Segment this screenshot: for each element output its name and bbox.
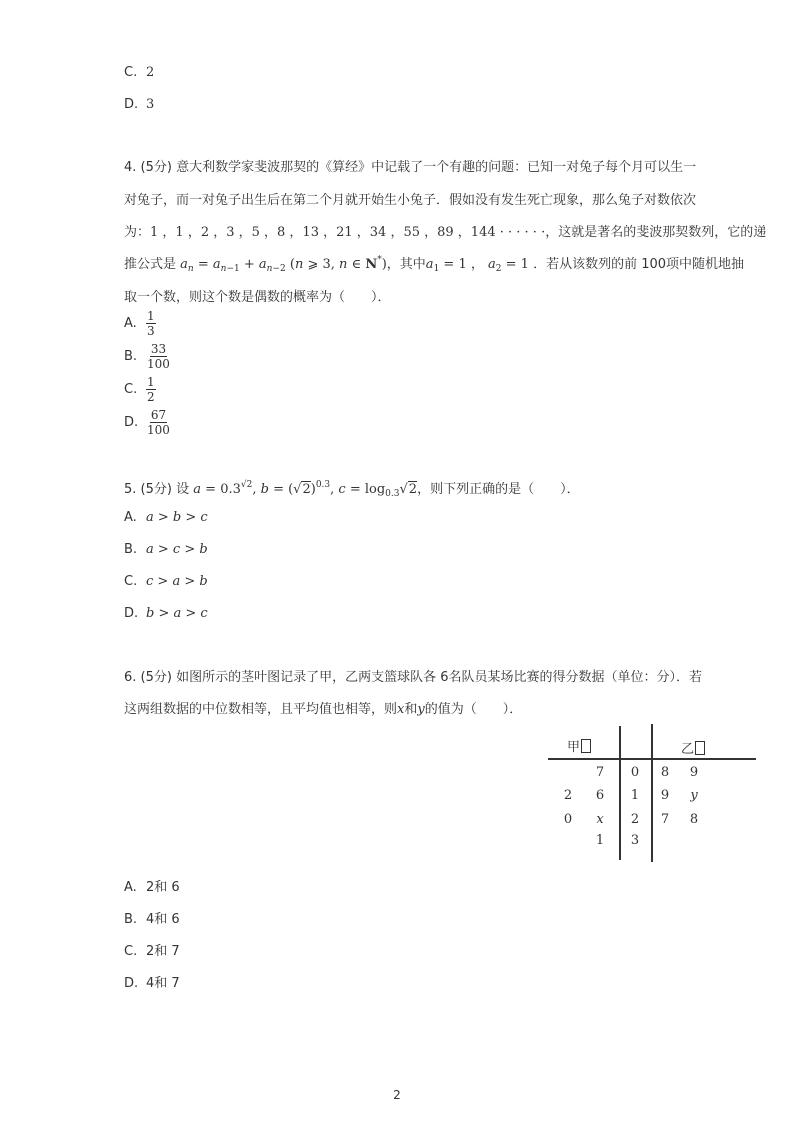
option-label: C.	[124, 382, 138, 397]
q4-text-3-prefix: 为：	[124, 225, 151, 240]
option-expr: a > b > c	[146, 510, 208, 525]
q4-points: (5分)	[140, 160, 172, 175]
var-y: y	[417, 702, 425, 717]
option-label: D.	[124, 97, 139, 112]
right-header-text: 乙	[681, 742, 695, 757]
fraction	[146, 309, 156, 338]
fraction	[146, 342, 171, 371]
q4-text-4-suffix: ．若从该数列的前 100项中随机地抽	[533, 257, 745, 272]
q6-points: (5分)	[140, 670, 172, 685]
option-expr: b > a > c	[146, 606, 208, 621]
q4-line-1	[124, 156, 696, 175]
left-header	[567, 736, 591, 755]
fraction	[146, 375, 156, 404]
q6-line-2	[124, 698, 522, 717]
q4-option-b[interactable]	[124, 342, 171, 371]
right-header	[681, 738, 705, 757]
q4-text-5: 取一个数，则这个数是偶数的概率为（ ）．	[124, 290, 391, 305]
right-leaf: 8	[660, 765, 670, 780]
var-x: x	[397, 702, 405, 717]
q5-points: (5分)	[140, 482, 172, 497]
q5-definitions: $a = 0.3^{√2}$, $b = (√2)^{0.3}$, $c = \log_{0.3}√2$	[193, 480, 418, 499]
denominator: 3	[147, 324, 155, 338]
q6-text-2-and: 和	[404, 702, 418, 717]
page-number: 2	[393, 1088, 401, 1102]
q6-number: 6.	[124, 670, 137, 685]
initial-conditions: $a_1 = 1$ ， $a_2 = 1$	[425, 257, 534, 274]
stem: 2	[630, 812, 640, 827]
option-label: B.	[124, 349, 138, 364]
left-leaf: 6	[595, 788, 605, 803]
q6-text-1: 如图所示的茎叶图记录了甲，乙两支篮球队各 6名队员某场比赛的得分数据（单位：分）．若	[176, 670, 703, 685]
option-label: A.	[124, 880, 137, 895]
left-leaf: 2	[563, 788, 573, 803]
denominator: 100	[147, 357, 170, 371]
option-expr: c > a > b	[146, 574, 208, 589]
option-value: 4和 6	[146, 912, 180, 927]
q6-text-2-prefix: 这两组数据的中位数相等，且平均值也相等，则	[124, 702, 398, 717]
left-leaf: 0	[563, 812, 573, 827]
right-leaf: 8	[689, 812, 699, 827]
option-label: B.	[124, 912, 138, 927]
q4-text-2: 对兔子，而一对兔子出生后在第二个月就开始生小兔子．假如没有发生死亡现象，那么兔子对数依次	[124, 193, 697, 208]
left-leaf: 7	[595, 765, 605, 780]
q5-option-a[interactable]	[124, 510, 208, 525]
right-leaf-variable: y	[690, 788, 698, 803]
fibonacci-sequence: 1 ，1 ，2 ，3 ，5 ，8 ，13 ，21 ，34 ，55 ，89 ，144 · · · · · ·	[150, 225, 546, 240]
right-leaf: 9	[660, 788, 670, 803]
table-header-rule	[548, 758, 756, 760]
q6-option-c[interactable]	[124, 940, 180, 959]
option-expr: a > c > b	[146, 542, 208, 557]
q4-line-3	[124, 221, 766, 240]
q4-number: 4.	[124, 160, 137, 175]
stem: 0	[630, 765, 640, 780]
right-leaf: 7	[660, 812, 670, 827]
q6-option-a[interactable]	[124, 876, 180, 895]
option-value: 3	[146, 97, 155, 112]
stem: 3	[630, 833, 640, 848]
q6-text-2-suffix: 的值为（ ）．	[424, 702, 523, 717]
denominator: 2	[147, 390, 155, 404]
table-divider-left	[619, 726, 621, 860]
option-label: C.	[124, 944, 138, 959]
q5-option-d[interactable]	[124, 606, 208, 621]
option-value: 4和 7	[146, 976, 180, 991]
q5-option-b[interactable]	[124, 542, 208, 557]
q4-text-4-prefix: 推公式是	[124, 257, 177, 272]
option-label: D.	[124, 606, 139, 621]
left-leaf: 1	[595, 833, 605, 848]
missing-glyph-icon	[581, 739, 591, 753]
q4-option-a[interactable]	[124, 309, 156, 338]
q5-suffix: ，则下列正确的是（ ）．	[417, 482, 580, 497]
q4-line-5	[124, 286, 391, 305]
option-value: 2和 6	[146, 880, 180, 895]
fraction	[146, 408, 171, 437]
q4-line-4	[124, 253, 744, 274]
q5-prefix: 设	[176, 482, 190, 497]
numerator: 67	[150, 408, 167, 422]
q6-option-d[interactable]	[124, 972, 180, 991]
q5-option-c[interactable]	[124, 574, 208, 589]
missing-glyph-icon	[695, 741, 705, 755]
numerator: 33	[150, 342, 167, 356]
stem-leaf-table	[548, 724, 756, 862]
q4-text-1: 意大利数学家斐波那契的《算经》中记载了一个有趣的问题：已知一对兔子每个月可以生一	[176, 160, 697, 175]
prev-option-d	[124, 97, 154, 112]
left-header-text: 甲	[567, 740, 581, 755]
denominator: 100	[147, 423, 170, 437]
option-value: 2和 7	[146, 944, 180, 959]
option-label: D.	[124, 415, 139, 430]
prev-option-c	[124, 65, 154, 80]
q6-option-b[interactable]	[124, 908, 180, 927]
option-label: C.	[124, 574, 138, 589]
recurrence-formula: $a_n = a_{n-1} + a_{n-2}$ (n ⩾ 3, n ∈ N*)	[180, 255, 387, 274]
numerator: 1	[147, 309, 155, 323]
option-label: A.	[124, 510, 137, 525]
q6-line-1	[124, 666, 702, 685]
option-label: B.	[124, 542, 138, 557]
numerator: 1	[147, 375, 155, 389]
q4-text-4-mid: ，其中	[386, 257, 426, 272]
q5-line-1	[124, 478, 580, 499]
option-label: D.	[124, 976, 139, 991]
q4-text-3-suffix: ，这就是著名的斐波那契数列，它的递	[545, 225, 767, 240]
option-value: 2	[146, 65, 155, 80]
right-leaf: 9	[689, 765, 699, 780]
q5-number: 5.	[124, 482, 137, 497]
option-label: C.	[124, 65, 138, 80]
q4-option-c[interactable]	[124, 375, 156, 404]
q4-line-2	[124, 189, 696, 208]
stem: 1	[630, 788, 640, 803]
q4-option-d[interactable]	[124, 408, 171, 437]
option-label: A.	[124, 316, 137, 331]
left-leaf-variable: x	[596, 812, 604, 827]
